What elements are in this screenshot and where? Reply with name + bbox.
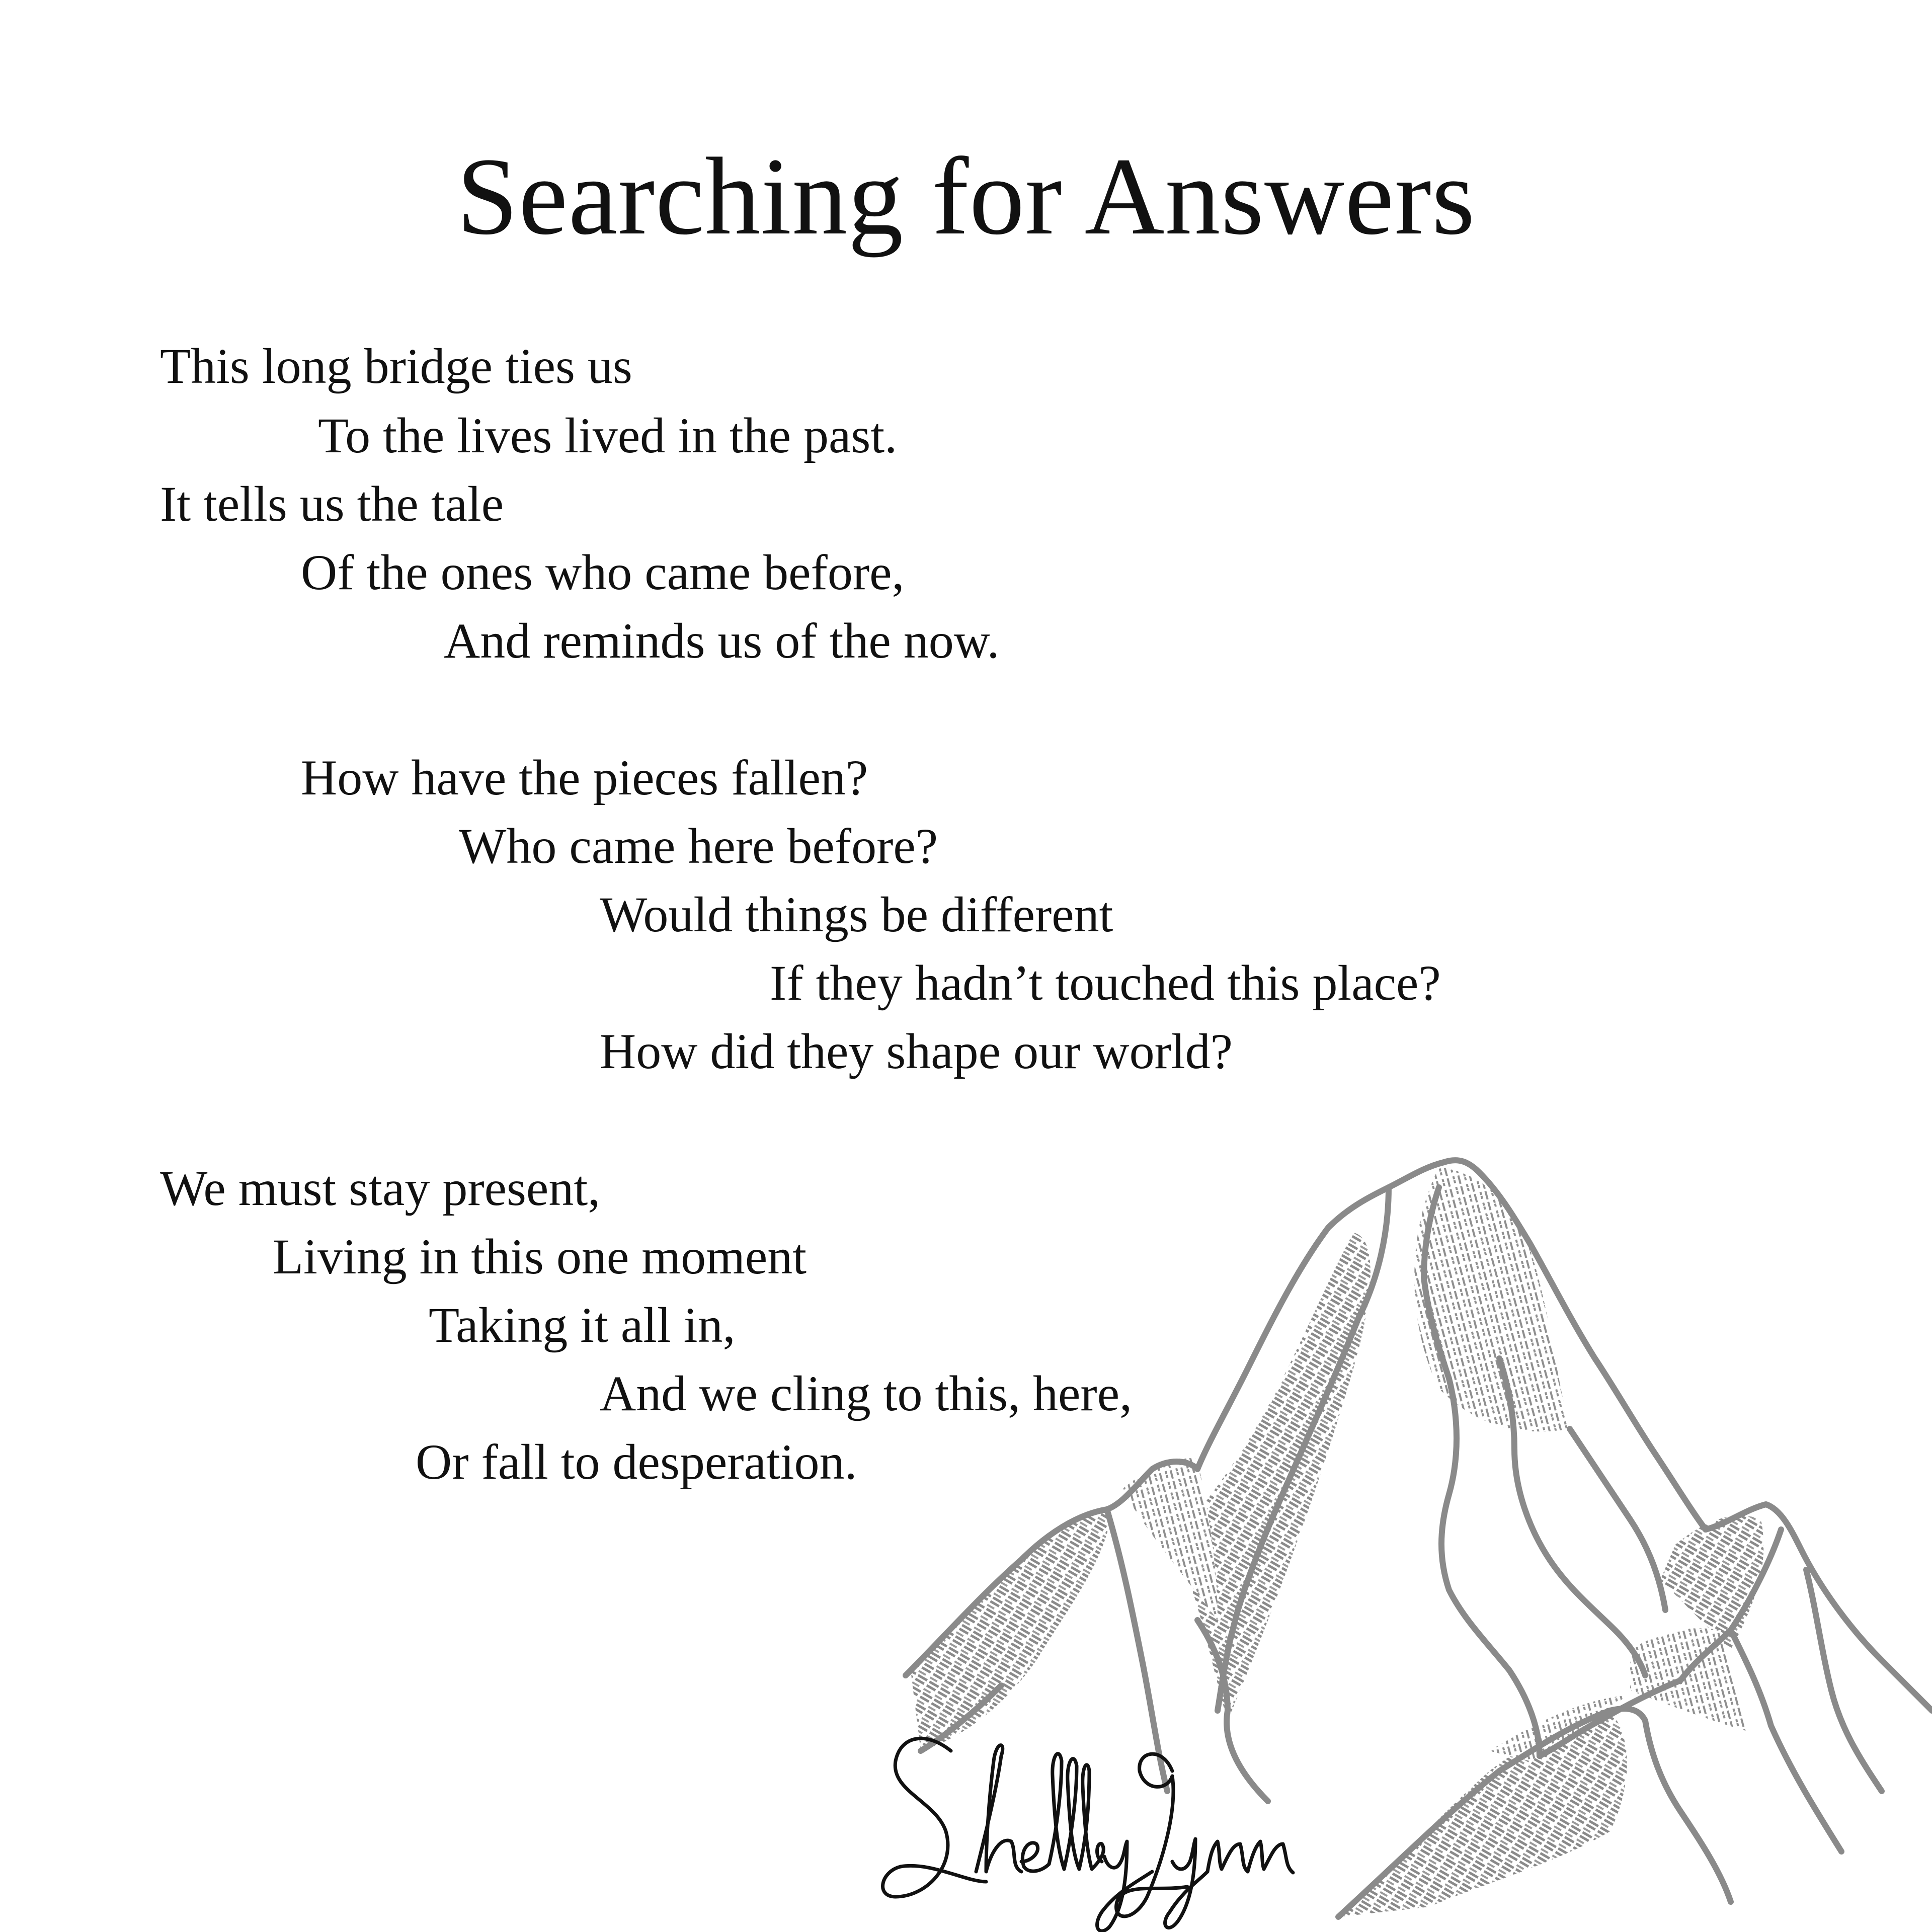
poem-line: If they hadn’t touched this place?	[770, 955, 1441, 1011]
poem-line: How have the pieces fallen?	[301, 750, 868, 806]
poem-line: Would things be different	[600, 887, 1113, 942]
poem-line: Who came here before?	[459, 818, 938, 874]
poem-line: How did they shape our world?	[600, 1023, 1233, 1079]
poem-line: And we cling to this, here,	[600, 1365, 1133, 1421]
poem-line: Of the ones who came before,	[301, 544, 905, 600]
poem-line: Taking it all in,	[429, 1297, 736, 1353]
poem-line: It tells us the tale	[160, 476, 504, 532]
poem-line: Or fall to desperation.	[416, 1434, 857, 1490]
poem-line: And reminds us of the now.	[444, 613, 1000, 669]
poem-line: To the lives lived in the past.	[318, 408, 898, 463]
poem-line: Living in this one moment	[273, 1229, 807, 1284]
poem-title: Searching for Answers	[456, 135, 1476, 258]
poem-line: We must stay present,	[160, 1160, 601, 1216]
poem-line: This long bridge ties us	[160, 338, 632, 394]
